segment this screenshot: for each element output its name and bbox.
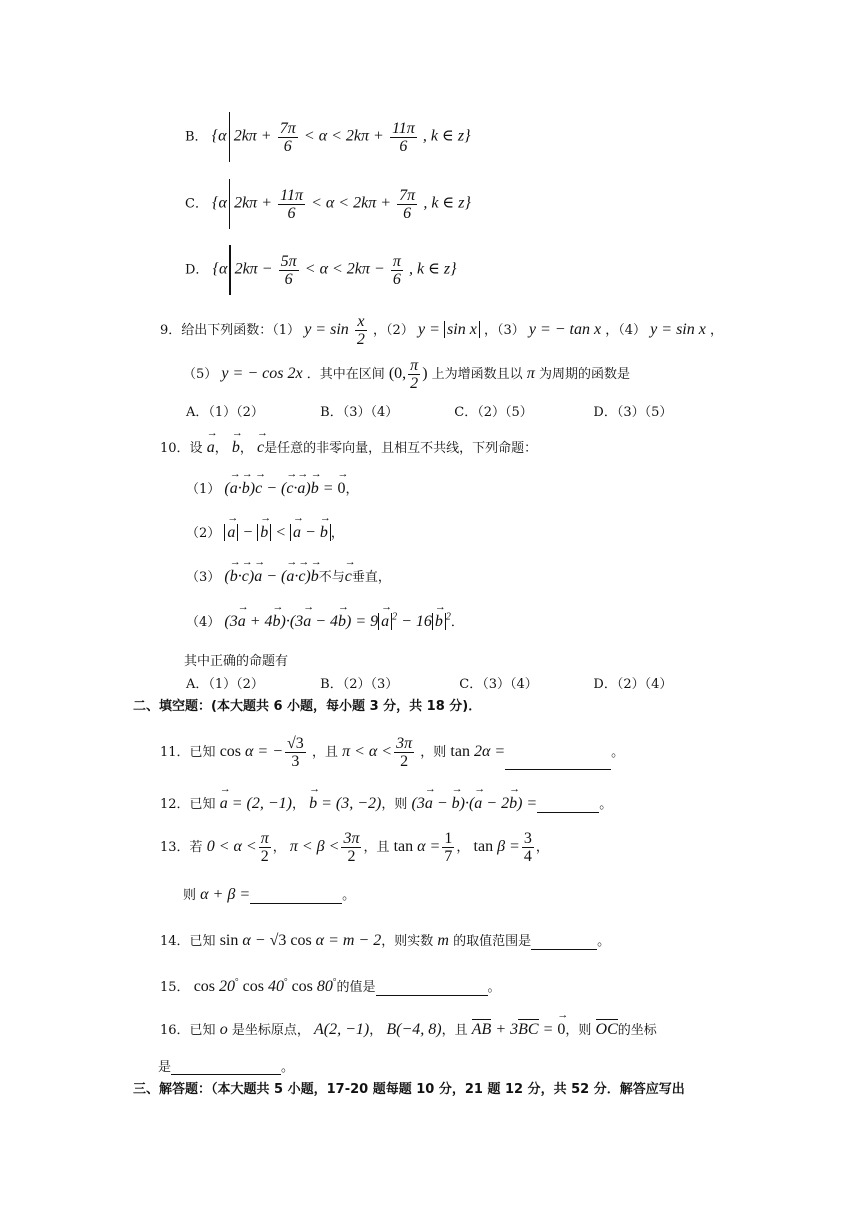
q8-option-c: C． {α 2kπ + $\frac{11\pi}{6}$ < α < 2kπ + $\frac{7\pi}{6}$ , k ∈ z} — [185, 179, 471, 229]
q8-option-b: B． {α 2kπ + $\frac{7\pi}{6}$ < α < 2kπ + $\frac{11\pi}{6}$ , k ∈ z} — [185, 112, 471, 162]
q12: 12．已知 → a = (2, −1)， → b = (3, −2)，则 (3→ a − → b)·(→ a − 2→ b) = 。 — [160, 793, 612, 813]
q13-line1: 13．若 0 < α < $\frac{\pi}{2}$ ， π < β < $\frac{3\pi}{2}$ ，且 tan α = $\frac{1}{7}$ ， tan β = $\frac{3}{4}$ ， — [160, 830, 549, 865]
q11: 11．已知 cos α = − $\frac{√3}{3}$ ，且 π < α < $\frac{3\pi}{2}$ ，则 tan 2α = 。 — [160, 735, 625, 770]
q14: 14．已知 sin α − √3 cos α = m − 2，则实数 m 的取值范围是 。 — [160, 932, 611, 949]
q10-statement-4: （4） (3→ a + 4→ b)·(3→ a − 4→ b) = 9→ a $^2$ − 16→ b $^2$． — [186, 611, 464, 631]
q10-conclusion: 其中正确的命题有 — [184, 654, 289, 669]
q16-line1: 16．已知 o 是坐标原点， A(2, −1)， B(−4, 8)，且 AB + 3BC = → 0，则 OC的坐标 — [160, 1019, 657, 1039]
q15: 15． cos 20° cos 40° cos 80°的值是 。 — [160, 976, 501, 995]
q10-options: A．（1）（2） B．（2）（3） C．（3）（4） D．（2）（4） — [186, 677, 673, 692]
q8-option-d: D． {α 2kπ − $\frac{5\pi}{6}$ < α < 2kπ − $\frac{\pi}{6}$ , k ∈ z} — [185, 245, 457, 295]
q16-line2: 是 。 — [158, 1060, 295, 1075]
q10-statement-3: （3） (→ b·→ c)→ a − (→ a·→ c)→ b不与→ c垂直， — [186, 566, 391, 586]
section-3-heading: 三、解答题：（本大题共 5 小题，17-20 题每题 10 分，21 题 12 分，共 52 分．解答应写出 — [133, 1082, 685, 1097]
q10-statement-2: （2） → a − → b < → a − → b ， — [186, 522, 344, 542]
q9-stem-line2: （5） y = − cos 2x ．其中在区间 (0, $\frac{\pi}{2}$ ) 上为增函数且以 π 为周期的函数是 — [183, 357, 630, 392]
q9-stem-line1: 9．给出下列函数：（1） y = sin $\frac{x}{2}$ ，（2） y = sin x ，（3） y = − tan x ，（4） y = sin x ， — [160, 313, 723, 348]
q9-options: A．（1）（2） B．（3）（4） C．（2）（5） D．（3）（5） — [186, 405, 673, 420]
q13-line2: 则 α + β = 。 — [183, 886, 356, 903]
q10-stem: 10．设 → a， → b， → c是任意的非零向量，且相互不共线，下列命题： — [160, 437, 537, 457]
section-2-heading: 二、填空题：(本大题共 6 小题，每小题 3 分，共 18 分)． — [133, 699, 482, 714]
q10-statement-1: （1） (→ a·→ b)→ c − (→ c·→ a)→ b = → 0， — [186, 478, 359, 498]
